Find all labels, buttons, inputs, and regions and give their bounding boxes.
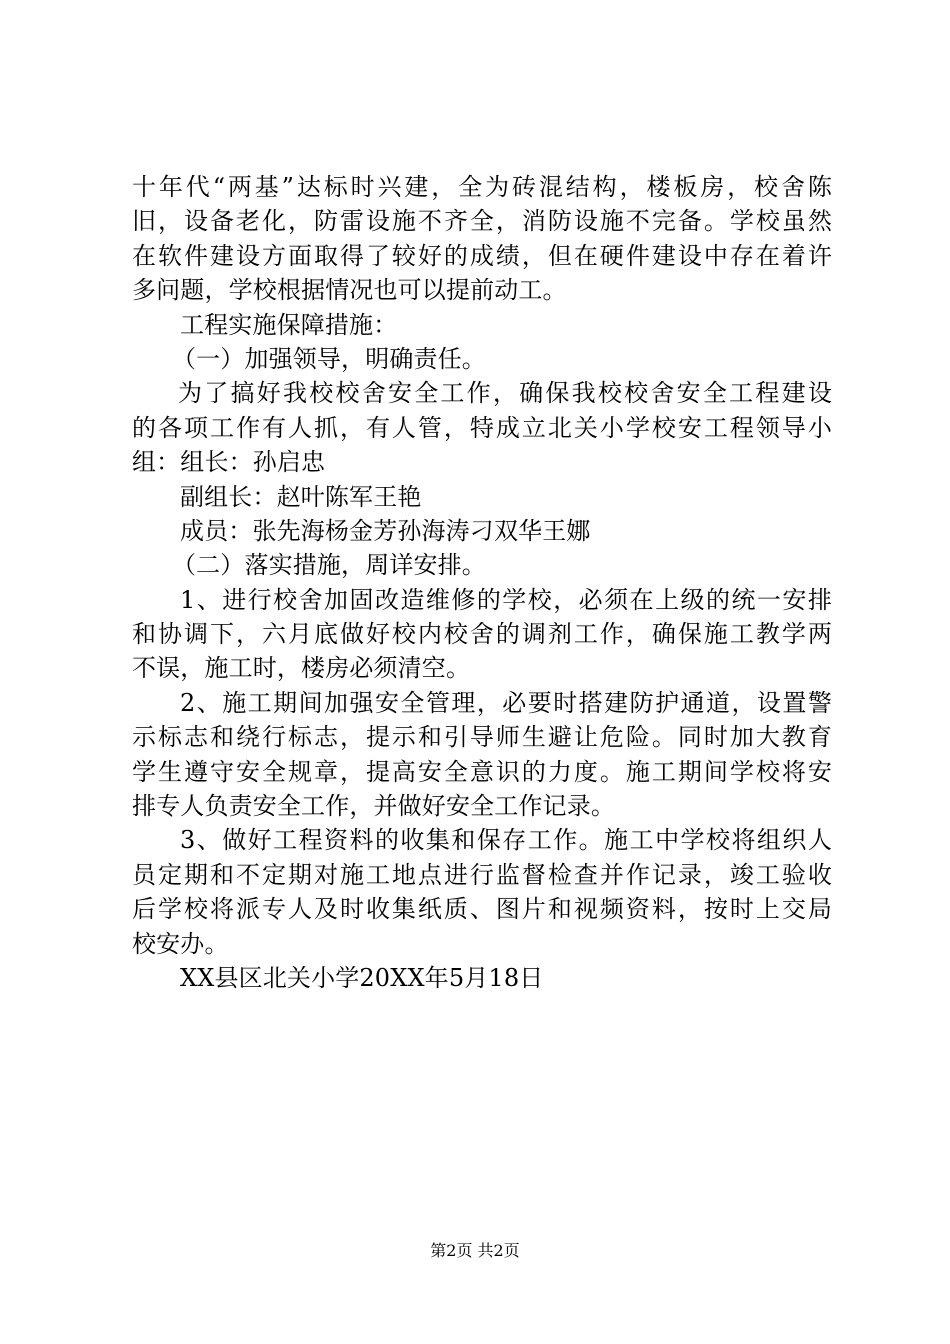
text-line: 不误，施工时，楼房必须清空。 [132, 654, 471, 683]
text-line: 十年代“两基”达标时兴建，全为砖混结构，楼板房，校舍陈 [132, 173, 832, 201]
page-number-label: 第2页 共2页 [430, 1241, 520, 1260]
text-line: 在软件建设方面取得了较好的成绩，但在硬件建设中存在着许 [132, 241, 832, 270]
text-line: 的各项工作有人抓，有人管，特成立北关小学校安工程领导小 [132, 413, 832, 442]
text-line: 1、进行校舍加固改造维修的学校，必须在上级的统一安排 [180, 585, 832, 614]
text-line: 副组长：赵叶陈军王艳 [180, 482, 422, 511]
text-line: 组：组长：孙启忠 [132, 448, 326, 477]
page-footer [0, 1241, 950, 1261]
text-line: （一）加强领导，明确责任。 [172, 344, 486, 373]
text-line: 工程实施保障措施： [180, 310, 398, 339]
text-line: 学生遵守安全规章，提高安全意识的力度。施工期间学校将安 [132, 757, 832, 786]
text-line: 校安办。 [132, 929, 229, 958]
text-line: 2、施工期间加强安全管理，必要时搭建防护通道，设置警 [180, 688, 832, 717]
text-line: （二）落实措施，周详安排。 [172, 551, 486, 580]
text-line: 成员：张先海杨金芳孙海涛刁双华王娜 [180, 516, 591, 545]
text-line: 多问题，学校根据情况也可以提前动工。 [132, 276, 567, 305]
text-line: 员定期和不定期对施工地点进行监督检查并作记录，竣工验收 [132, 860, 832, 889]
text-line: 示标志和绕行标志，提示和引导师生避让危险。同时加大教育 [132, 723, 832, 752]
text-line: 为了搞好我校校舍安全工作，确保我校校舍安全工程建设 [178, 379, 832, 408]
text-line: 和协调下，六月底做好校内校舍的调剂工作，确保施工教学两 [132, 620, 832, 649]
text-line: 排专人负责安全工作，并做好安全工作记录。 [132, 792, 615, 821]
text-line: 后学校将派专人及时收集纸质、图片和视频资料，按时上交局 [132, 895, 832, 924]
text-line: XX县区北关小学20XX年5月18日 [180, 963, 544, 992]
text-line: 3、做好工程资料的收集和保存工作。施工中学校将组织人 [180, 826, 832, 855]
text-line: 旧，设备老化，防雷设施不齐全，消防设施不完备。学校虽然 [132, 207, 832, 236]
document-body [132, 170, 832, 995]
